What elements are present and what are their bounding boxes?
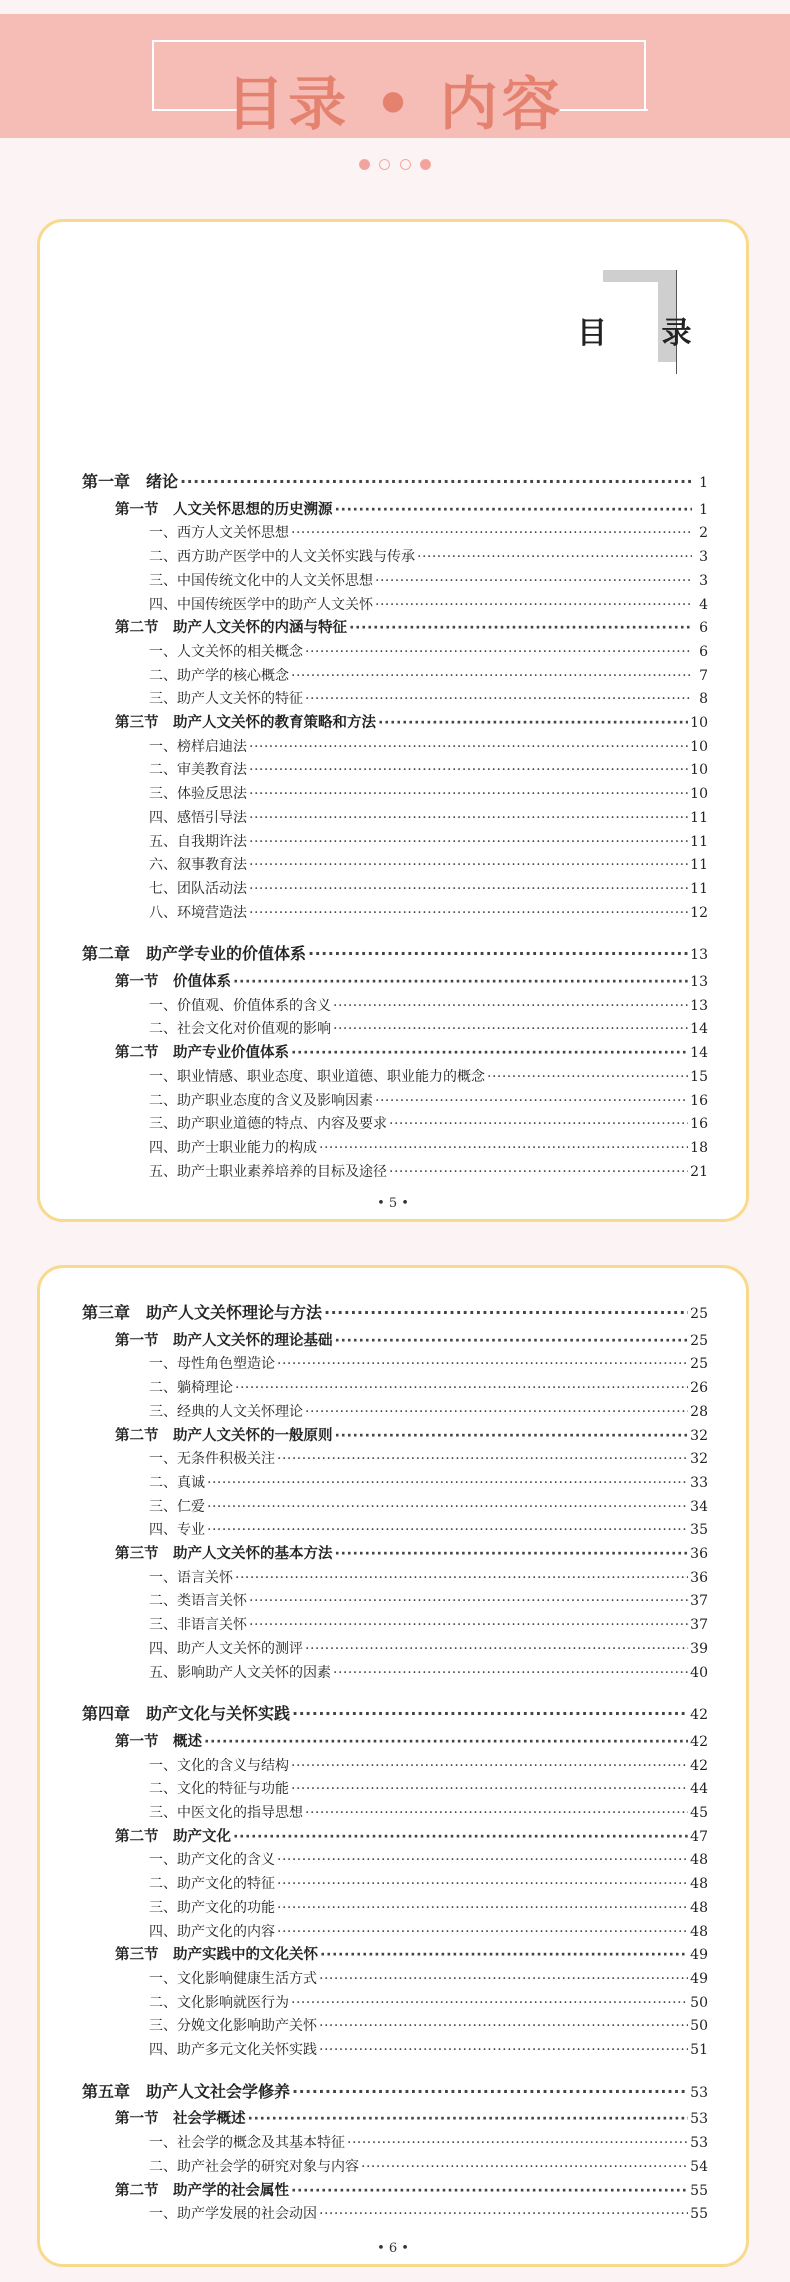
toc-page-number: 44 bbox=[690, 1781, 708, 1798]
toc-entry-title: 三、非语言关怀 bbox=[149, 1617, 247, 1634]
toc-page-number: 49 bbox=[690, 1970, 708, 1987]
toc-item-entry[interactable] bbox=[149, 569, 708, 593]
toc-entry-title: 第一节 社会学概述 bbox=[115, 2111, 246, 2128]
toc-leader-dots bbox=[319, 2202, 688, 2226]
toc-page-number: 34 bbox=[690, 1498, 708, 1515]
toc-item-entry[interactable] bbox=[149, 1661, 708, 1685]
toc-entry-title: 二、助产学的核心概念 bbox=[149, 667, 289, 684]
toc-leader-dots bbox=[249, 806, 688, 830]
toc-leader-dots bbox=[249, 877, 688, 901]
toc-entry-title: 第二节 助产文化 bbox=[115, 1828, 231, 1845]
toc-leader-dots bbox=[207, 1471, 688, 1495]
toc-item-entry[interactable] bbox=[149, 1754, 708, 1778]
toc-item-entry[interactable] bbox=[149, 1495, 708, 1519]
toc-leader-dots bbox=[291, 2179, 688, 2203]
toc-leader-dots bbox=[235, 1566, 688, 1590]
toc-item-entry[interactable] bbox=[149, 1848, 708, 1872]
toc-entry-title: 第二章 助产学专业的价值体系 bbox=[82, 944, 307, 964]
toc-page-card bbox=[37, 1265, 749, 2267]
toc-entry-title: 二、审美教育法 bbox=[149, 762, 247, 779]
toc-leader-dots bbox=[291, 664, 692, 688]
toc-page-number: 50 bbox=[690, 1994, 708, 2011]
toc-entry-title: 二、类语言关怀 bbox=[149, 1593, 247, 1610]
toc-page-number: 8 bbox=[699, 691, 708, 708]
toc-chapter-entry[interactable] bbox=[82, 2080, 708, 2104]
toc-page-number: 25 bbox=[690, 1306, 708, 1322]
dot-indicator[interactable] bbox=[379, 159, 390, 170]
toc-section-entry[interactable] bbox=[115, 711, 708, 735]
toc-item-entry[interactable] bbox=[149, 1896, 708, 1920]
toc-page-number: 48 bbox=[690, 1852, 708, 1869]
toc-entry-title: 四、助产人文关怀的测评 bbox=[149, 1640, 303, 1657]
toc-item-entry[interactable] bbox=[149, 1136, 708, 1160]
toc-item-entry[interactable] bbox=[149, 1801, 708, 1825]
toc-page-number: 3 bbox=[699, 572, 708, 589]
toc-item-entry[interactable] bbox=[149, 1920, 708, 1944]
toc-entry-title: 四、感悟引导法 bbox=[149, 809, 247, 826]
toc-leader-dots bbox=[320, 1943, 688, 1967]
toc-item-entry[interactable] bbox=[149, 1613, 708, 1637]
toc-entry-title: 第三节 助产实践中的文化关怀 bbox=[115, 1947, 318, 1964]
toc-leader-dots bbox=[378, 711, 688, 735]
toc-page-number: 2 bbox=[699, 525, 708, 542]
toc-item-entry[interactable] bbox=[149, 2131, 708, 2155]
toc-entry-title: 二、助产文化的特征 bbox=[149, 1876, 275, 1893]
toc-entry-title: 第一节 概述 bbox=[115, 1733, 202, 1750]
toc-page-number: 37 bbox=[690, 1617, 708, 1634]
toc-chapter-entry[interactable] bbox=[82, 1301, 708, 1325]
toc-leader-dots bbox=[277, 1920, 688, 1944]
toc-leader-dots bbox=[417, 545, 692, 569]
toc-entry-title: 二、躺椅理论 bbox=[149, 1380, 233, 1397]
toc-leader-dots bbox=[291, 1777, 688, 1801]
toc-leader-dots bbox=[207, 1518, 688, 1542]
toc-page-number: 42 bbox=[690, 1757, 708, 1774]
toc-leader-dots bbox=[204, 1730, 688, 1754]
toc-leader-dots bbox=[487, 1065, 688, 1089]
toc-entry-title: 第二节 助产人文关怀的一般原则 bbox=[115, 1427, 333, 1444]
toc-section-entry[interactable] bbox=[115, 616, 708, 640]
toc-entry-title: 一、价值观、价值体系的含义 bbox=[149, 997, 331, 1014]
toc-page-number: 53 bbox=[690, 2135, 708, 2152]
banner-title: 目录 • 内容 bbox=[226, 70, 564, 138]
toc-item-entry[interactable] bbox=[149, 1400, 708, 1424]
toc-page-number: 15 bbox=[690, 1068, 708, 1085]
carousel-dots bbox=[0, 154, 790, 173]
toc-page-number: 6 bbox=[699, 643, 708, 660]
toc-entry-title: 一、西方人文关怀思想 bbox=[149, 525, 289, 542]
header-banner bbox=[0, 14, 790, 138]
toc-page-number: 55 bbox=[690, 2206, 708, 2223]
toc-page-number: 32 bbox=[690, 1427, 708, 1444]
toc-leader-dots bbox=[324, 1301, 688, 1325]
toc-entry-title: 一、人文关怀的相关概念 bbox=[149, 643, 303, 660]
toc-page-number: 48 bbox=[690, 1899, 708, 1916]
toc-leader-dots bbox=[277, 1872, 688, 1896]
toc-entry-title: 五、助产士职业素养培养的目标及途径 bbox=[149, 1163, 387, 1180]
toc-item-entry[interactable] bbox=[149, 1967, 708, 1991]
toc-chapter-entry[interactable] bbox=[82, 1702, 708, 1726]
toc-leader-dots bbox=[335, 1542, 689, 1566]
toc-entry-title: 七、团队活动法 bbox=[149, 880, 247, 897]
toc-item-entry[interactable] bbox=[149, 1991, 708, 2015]
toc-item-entry[interactable] bbox=[149, 2038, 708, 2062]
toc-page-number: 45 bbox=[690, 1805, 708, 1821]
toc-entry-title: 第一节 价值体系 bbox=[115, 974, 231, 990]
toc-item-entry[interactable] bbox=[149, 901, 708, 925]
toc-entry-title: 一、文化的含义与结构 bbox=[149, 1757, 289, 1774]
toc-leader-dots bbox=[277, 1848, 688, 1872]
toc-item-entry[interactable] bbox=[149, 1352, 708, 1376]
toc-leader-dots bbox=[249, 853, 688, 877]
toc-entry-title: 二、文化的特征与功能 bbox=[149, 1781, 289, 1798]
toc-section-entry[interactable] bbox=[115, 970, 708, 994]
toc-entry-title: 第五章 助产人文社会学修养 bbox=[82, 2081, 291, 2101]
toc-page-number: 11 bbox=[690, 809, 708, 826]
toc-entry-title: 四、助产多元文化关怀实践 bbox=[149, 2042, 317, 2058]
toc-entry-title: 六、叙事教育法 bbox=[149, 857, 247, 874]
toc-page-number: 47 bbox=[690, 1828, 708, 1845]
toc-page-number: 21 bbox=[690, 1163, 708, 1180]
toc-entry-title: 二、真诚 bbox=[149, 1474, 205, 1491]
toc-item-entry[interactable] bbox=[149, 1589, 708, 1613]
toc-item-entry[interactable] bbox=[149, 521, 708, 545]
toc-leader-dots bbox=[233, 970, 688, 994]
toc-page-number: 53 bbox=[690, 2084, 708, 2101]
toc-leader-dots bbox=[308, 942, 688, 966]
toc-page-number: 53 bbox=[690, 2111, 708, 2128]
toc-item-entry[interactable] bbox=[149, 2155, 708, 2179]
toc-entry-title: 三、分娩文化影响助产关怀 bbox=[149, 2018, 317, 2035]
toc-leader-dots bbox=[277, 1352, 688, 1376]
toc-entry-title: 五、影响助产人文关怀的因素 bbox=[149, 1664, 331, 1681]
toc-page-number: 14 bbox=[690, 1021, 708, 1038]
toc-page-number: 48 bbox=[690, 1876, 708, 1893]
toc-leader-dots bbox=[333, 1017, 688, 1041]
toc-entry-title: 四、助产士职业能力的构成 bbox=[149, 1139, 317, 1156]
toc-leader-dots bbox=[291, 1041, 688, 1065]
toc-item-entry[interactable] bbox=[149, 1637, 708, 1661]
toc-item-entry[interactable] bbox=[149, 1065, 708, 1089]
toc-item-entry[interactable] bbox=[149, 758, 708, 782]
toc-leader-dots bbox=[249, 830, 688, 854]
toc-item-entry[interactable] bbox=[149, 1017, 708, 1041]
toc-leader-dots bbox=[319, 1967, 688, 1991]
toc-page-number: 42 bbox=[690, 1707, 708, 1724]
toc-page-number: 1 bbox=[699, 501, 708, 518]
toc-item-entry[interactable] bbox=[149, 687, 708, 711]
toc-item-entry[interactable] bbox=[149, 877, 708, 901]
toc-entry-title: 第二节 助产学的社会属性 bbox=[115, 2182, 289, 2199]
toc-leader-dots bbox=[249, 735, 688, 759]
toc-page-number: 10 bbox=[690, 738, 708, 755]
toc-leader-dots bbox=[249, 1589, 688, 1613]
toc-leader-dots bbox=[249, 1613, 688, 1637]
toc-entry-title: 第三节 助产人文关怀的教育策略和方法 bbox=[115, 715, 376, 731]
toc-item-entry[interactable] bbox=[149, 806, 708, 830]
toc-leader-dots bbox=[335, 1424, 689, 1448]
toc-leader-dots bbox=[292, 2080, 688, 2104]
toc-page-number: 28 bbox=[690, 1403, 708, 1420]
toc-entry-title: 四、助产文化的内容 bbox=[149, 1923, 275, 1940]
toc-entry-title: 二、助产职业态度的含义及影响因素 bbox=[149, 1092, 373, 1109]
toc-page-number: 10 bbox=[690, 762, 708, 779]
toc-page-number: 49 bbox=[690, 1947, 708, 1964]
toc-leader-dots bbox=[305, 1400, 688, 1424]
toc-page-number: 35 bbox=[690, 1522, 708, 1539]
toc-page-number: 54 bbox=[690, 2158, 708, 2175]
toc-page-number: 48 bbox=[690, 1923, 708, 1940]
toc-entry-title: 第一章 绪论 bbox=[82, 472, 179, 491]
toc-leader-dots bbox=[319, 2014, 688, 2038]
toc-item-entry[interactable] bbox=[149, 1566, 708, 1590]
toc-leader-dots bbox=[375, 1089, 688, 1113]
toc-item-entry[interactable] bbox=[149, 640, 708, 664]
toc-entry-title: 三、仁爱 bbox=[149, 1498, 205, 1515]
toc-leader-dots bbox=[291, 1754, 688, 1778]
toc-entry-title: 一、语言关怀 bbox=[149, 1569, 233, 1586]
toc-item-entry[interactable] bbox=[149, 1089, 708, 1113]
toc-page-number: 51 bbox=[690, 2042, 708, 2058]
toc-leader-dots bbox=[389, 1112, 688, 1136]
toc-page-number: 10 bbox=[690, 786, 708, 803]
toc-leader-dots bbox=[361, 2155, 688, 2179]
toc-leader-dots bbox=[233, 1825, 688, 1849]
toc-page-number: 16 bbox=[690, 1116, 708, 1133]
toc-entry-title: 第三节 助产人文关怀的基本方法 bbox=[115, 1546, 333, 1562]
toc-page-number: 36 bbox=[690, 1569, 708, 1586]
toc-page-number: 3 bbox=[699, 549, 708, 566]
toc-entry-title: 第二节 助产人文关怀的内涵与特征 bbox=[115, 620, 347, 637]
toc-entry-title: 一、社会学的概念及其基本特征 bbox=[149, 2135, 345, 2152]
toc-leader-dots bbox=[335, 498, 693, 522]
toc-item-entry[interactable] bbox=[149, 1160, 708, 1184]
toc-item-entry[interactable] bbox=[149, 2202, 708, 2226]
toc-leader-dots bbox=[375, 593, 692, 617]
toc-page-number: 11 bbox=[690, 880, 708, 897]
toc-entry-title: 三、助产文化的功能 bbox=[149, 1899, 275, 1916]
toc-page-number: 39 bbox=[690, 1640, 708, 1657]
toc-entry-title: 一、榜样启迪法 bbox=[149, 738, 247, 755]
toc-section-entry[interactable] bbox=[115, 1424, 708, 1448]
toc-item-entry[interactable] bbox=[149, 1447, 708, 1471]
toc-leader-dots bbox=[180, 470, 692, 494]
toc-item-entry[interactable] bbox=[149, 994, 708, 1018]
dot-indicator[interactable] bbox=[420, 159, 431, 170]
toc-leader-dots bbox=[291, 1991, 688, 2015]
dot-indicator[interactable] bbox=[400, 159, 411, 170]
toc-item-entry[interactable] bbox=[149, 1471, 708, 1495]
toc-leader-dots bbox=[389, 1160, 688, 1184]
toc-entry-title: 第二节 助产专业价值体系 bbox=[115, 1045, 289, 1062]
toc-item-entry[interactable] bbox=[149, 1112, 708, 1136]
toc-item-entry[interactable] bbox=[149, 830, 708, 854]
toc-page-number: 6 bbox=[699, 620, 708, 637]
toc-page-number: 7 bbox=[699, 667, 708, 684]
toc-entry-title: 一、文化影响健康生活方式 bbox=[149, 1970, 317, 1987]
toc-item-entry[interactable] bbox=[149, 593, 708, 617]
toc-leader-dots bbox=[248, 2107, 689, 2131]
toc-page-number: 32 bbox=[690, 1451, 708, 1468]
toc-entry-title: 三、体验反思法 bbox=[149, 786, 247, 803]
toc-section-entry[interactable] bbox=[115, 1542, 708, 1566]
toc-page-number: 10 bbox=[690, 715, 708, 731]
toc-leader-dots bbox=[249, 782, 688, 806]
toc-entry-title: 一、职业情感、职业态度、职业道德、职业能力的概念 bbox=[149, 1068, 485, 1085]
toc-entry-title: 一、无条件积极关注 bbox=[149, 1451, 275, 1468]
toc-item-entry[interactable] bbox=[149, 2014, 708, 2038]
toc-page-number: 25 bbox=[690, 1332, 708, 1349]
toc-page-number: 36 bbox=[690, 1546, 708, 1562]
toc-leader-dots bbox=[249, 901, 688, 925]
toc-entry-title: 一、助产学发展的社会动因 bbox=[149, 2206, 317, 2223]
toc-page-number: 14 bbox=[690, 1045, 708, 1062]
toc-page-number: 25 bbox=[690, 1356, 708, 1373]
toc-item-entry[interactable] bbox=[149, 1376, 708, 1400]
toc-entry-title: 三、助产职业道德的特点、内容及要求 bbox=[149, 1116, 387, 1133]
toc-section-entry[interactable] bbox=[115, 1943, 708, 1967]
toc-item-entry[interactable] bbox=[149, 1872, 708, 1896]
toc-page-number: 55 bbox=[690, 2182, 708, 2199]
toc-leader-dots bbox=[347, 2131, 688, 2155]
toc-page-number: 13 bbox=[690, 974, 708, 990]
dot-indicator[interactable] bbox=[359, 159, 370, 170]
toc-entry-title: 三、助产人文关怀的特征 bbox=[149, 691, 303, 708]
toc-leader-dots bbox=[333, 1661, 688, 1685]
toc-chapter-entry[interactable] bbox=[82, 470, 708, 494]
toc-item-entry[interactable] bbox=[149, 782, 708, 806]
toc-page-number: 37 bbox=[690, 1593, 708, 1610]
toc-entry-title: 三、中医文化的指导思想 bbox=[149, 1805, 303, 1821]
toc-page-number: 50 bbox=[690, 2018, 708, 2035]
toc-section-entry[interactable] bbox=[115, 1329, 708, 1353]
toc-leader-dots bbox=[305, 687, 692, 711]
toc-page-card bbox=[37, 219, 749, 1222]
toc-entry-title: 五、自我期许法 bbox=[149, 833, 247, 850]
toc-leader-dots bbox=[319, 2038, 688, 2062]
toc-leader-dots bbox=[249, 758, 688, 782]
toc-page-number: 13 bbox=[690, 997, 708, 1014]
toc-leader-dots bbox=[333, 994, 688, 1018]
toc-item-entry[interactable] bbox=[149, 1777, 708, 1801]
toc-entry-title: 一、母性角色塑造论 bbox=[149, 1356, 275, 1373]
toc-chapter-entry[interactable] bbox=[82, 942, 708, 966]
toc-leader-dots bbox=[277, 1896, 688, 1920]
toc-entry-title: 第三章 助产人文关怀理论与方法 bbox=[82, 1303, 323, 1322]
toc-entry-title: 二、西方助产医学中的人文关怀实践与传承 bbox=[149, 549, 415, 566]
toc-section-entry[interactable] bbox=[115, 498, 708, 522]
toc-leader-dots bbox=[305, 1637, 688, 1661]
toc-page-number: 16 bbox=[690, 1092, 708, 1109]
toc-leader-dots bbox=[319, 1136, 688, 1160]
toc-page-number: 1 bbox=[699, 475, 708, 491]
toc-entry-title: 四、专业 bbox=[149, 1522, 205, 1539]
toc-page-number: 33 bbox=[690, 1474, 708, 1491]
toc-item-entry[interactable] bbox=[149, 735, 708, 759]
toc-entry-title: 第一节 助产人文关怀的理论基础 bbox=[115, 1332, 333, 1349]
toc-page-number: 12 bbox=[690, 904, 708, 921]
toc-entry-title: 八、环境营造法 bbox=[149, 904, 247, 921]
toc-item-entry[interactable] bbox=[149, 1518, 708, 1542]
toc-page-number: 13 bbox=[690, 947, 708, 964]
toc-entry-title: 三、中国传统文化中的人文关怀思想 bbox=[149, 572, 373, 589]
toc-page-number: 18 bbox=[690, 1139, 708, 1156]
toc-entry-title: 一、助产文化的含义 bbox=[149, 1852, 275, 1869]
toc-page-number: 11 bbox=[690, 833, 708, 850]
page-number: • 6 • bbox=[377, 2241, 409, 2256]
toc-section-entry[interactable] bbox=[115, 1730, 708, 1754]
toc-heading: 目 录 bbox=[577, 316, 714, 351]
toc-leader-dots bbox=[375, 569, 692, 593]
toc-page-number: 42 bbox=[690, 1733, 708, 1750]
toc-section-entry[interactable] bbox=[115, 2179, 708, 2203]
toc-page-number: 4 bbox=[699, 596, 708, 613]
toc-leader-dots bbox=[292, 1702, 688, 1726]
toc-section-entry[interactable] bbox=[115, 1041, 708, 1065]
toc-page-number: 11 bbox=[690, 857, 708, 874]
toc-entry-title: 第一节 人文关怀思想的历史溯源 bbox=[115, 501, 333, 518]
toc-leader-dots bbox=[335, 1329, 689, 1353]
toc-leader-dots bbox=[349, 616, 692, 640]
toc-leader-dots bbox=[207, 1495, 688, 1519]
toc-page-number: 40 bbox=[690, 1664, 708, 1681]
toc-entry-title: 第四章 助产文化与关怀实践 bbox=[82, 1704, 291, 1724]
toc-leader-dots bbox=[277, 1447, 688, 1471]
toc-leader-dots bbox=[305, 1801, 688, 1825]
toc-leader-dots bbox=[305, 640, 692, 664]
toc-item-entry[interactable] bbox=[149, 664, 708, 688]
toc-section-entry[interactable] bbox=[115, 1825, 708, 1849]
page-number: • 5 • bbox=[377, 1196, 409, 1211]
toc-item-entry[interactable] bbox=[149, 853, 708, 877]
toc-leader-dots bbox=[235, 1376, 688, 1400]
toc-entry-title: 二、文化影响就医行为 bbox=[149, 1994, 289, 2011]
toc-entry-title: 四、中国传统医学中的助产人文关怀 bbox=[149, 596, 373, 613]
toc-item-entry[interactable] bbox=[149, 545, 708, 569]
toc-leader-dots bbox=[291, 521, 692, 545]
toc-entry-title: 三、经典的人文关怀理论 bbox=[149, 1403, 303, 1420]
toc-entry-title: 二、社会文化对价值观的影响 bbox=[149, 1021, 331, 1038]
toc-page-number: 26 bbox=[690, 1380, 708, 1397]
toc-section-entry[interactable] bbox=[115, 2107, 708, 2131]
toc-entry-title: 二、助产社会学的研究对象与内容 bbox=[149, 2158, 359, 2175]
